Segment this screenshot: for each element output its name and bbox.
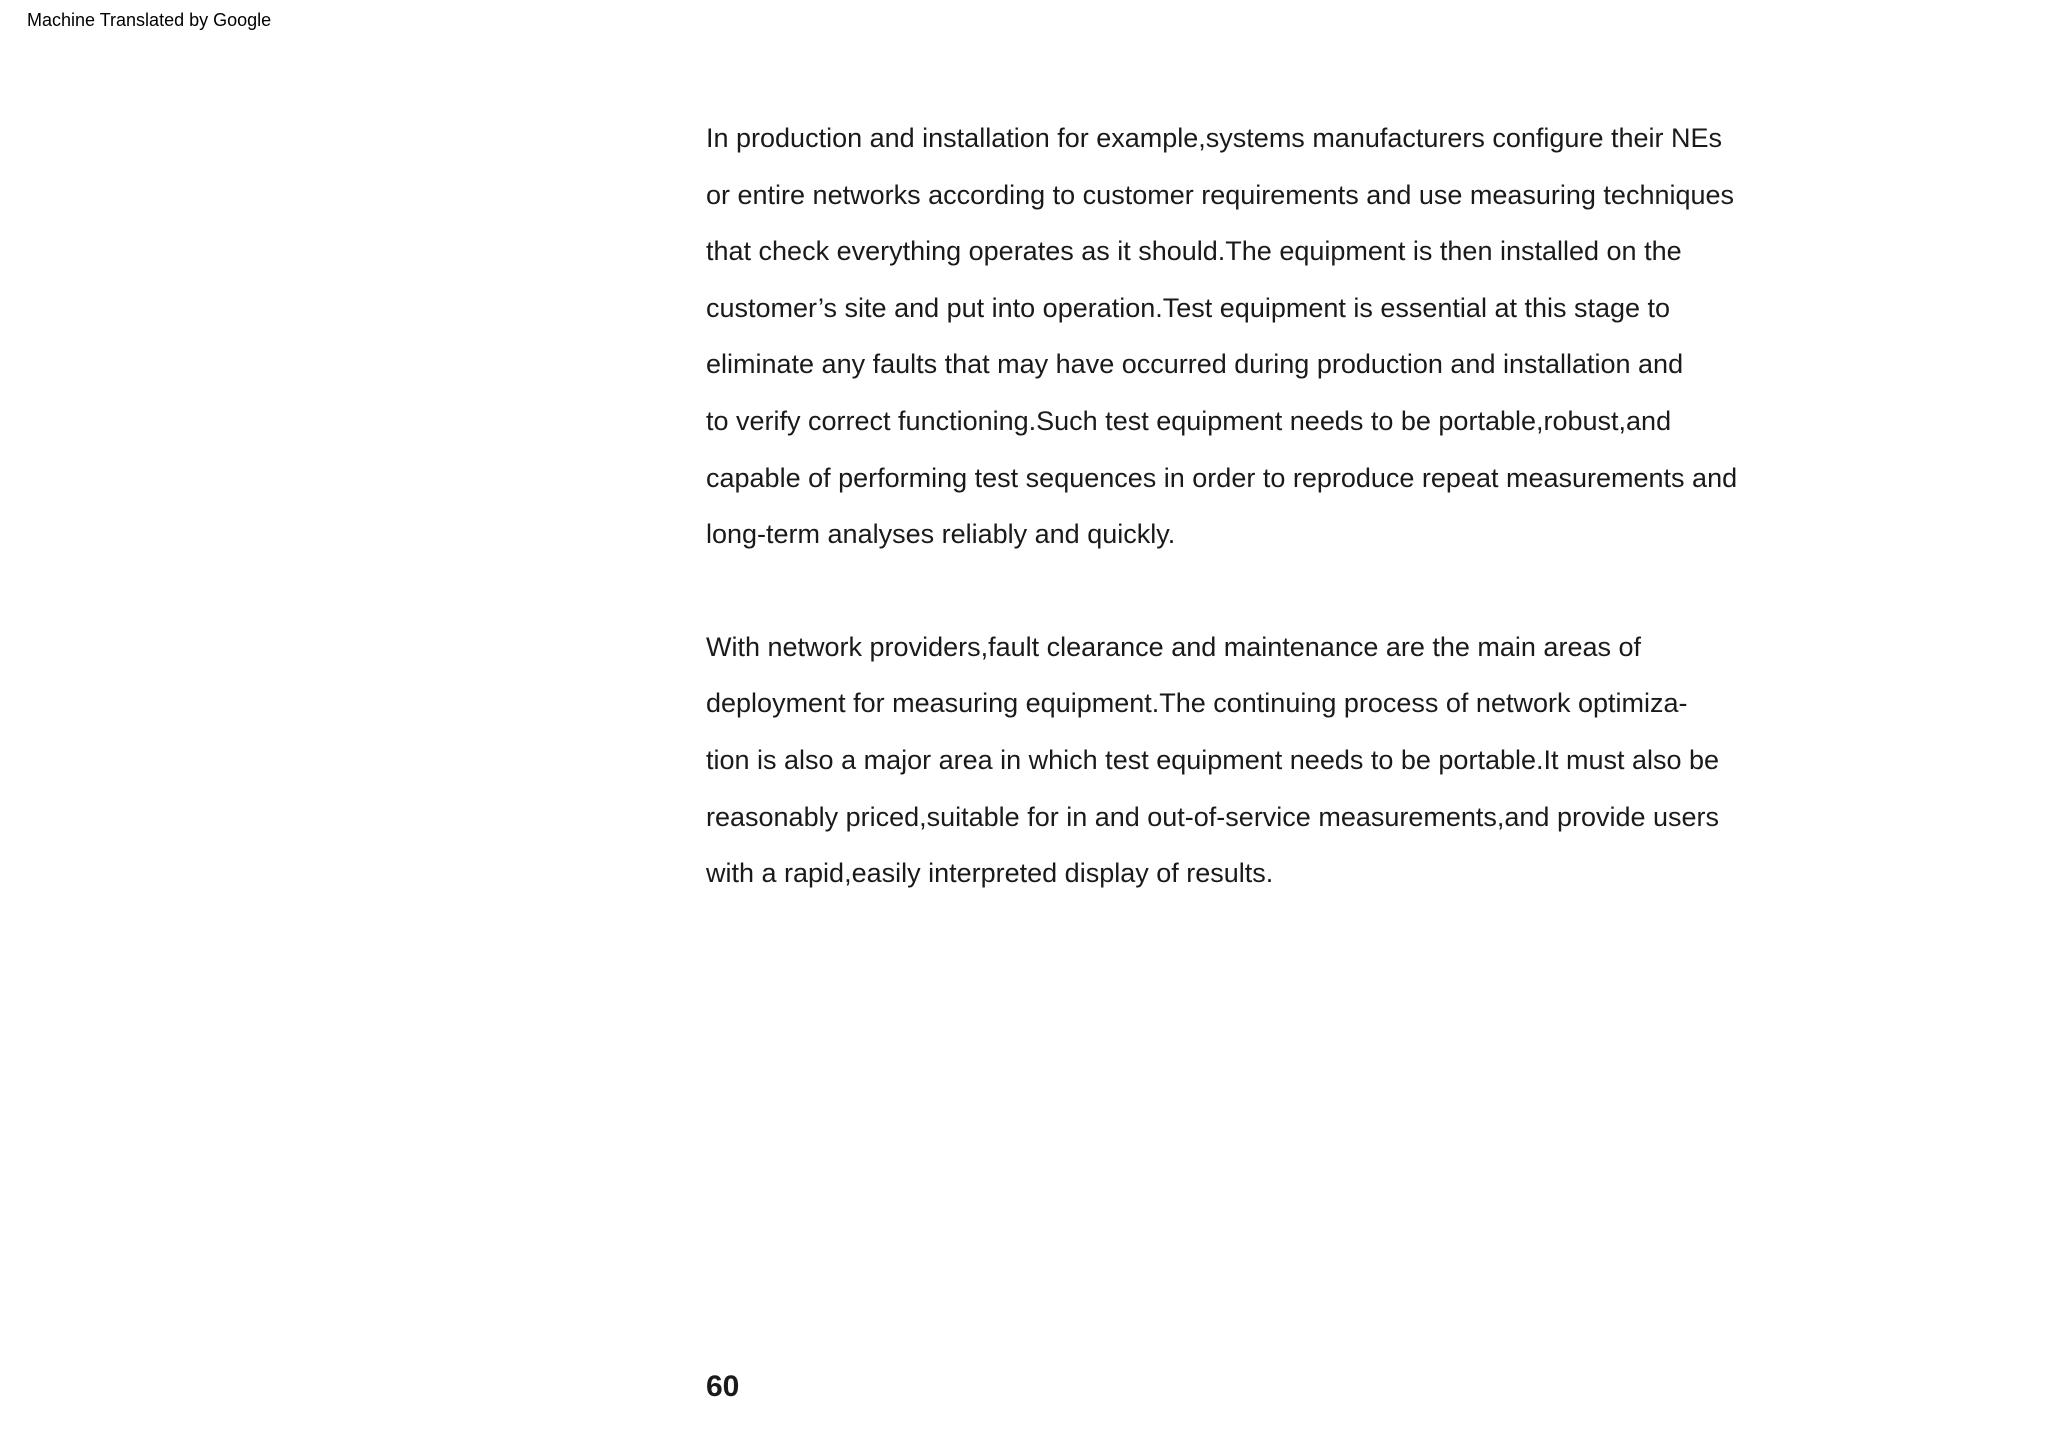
text-line: With network providers,fault clearance and maintenance are the main areas of (706, 631, 1641, 662)
text-line: or entire networks according to customer requirements and use measuring techniques (706, 179, 1735, 210)
text-line: In production and installation for example,systems manufacturers configure their NEs (706, 123, 1722, 153)
paragraph-1 (706, 110, 1796, 563)
page-number: 60 (706, 1370, 740, 1403)
text-line: to verify correct functioning.Such test equipment needs to be portable,robust,and (706, 405, 1672, 436)
text-line: eliminate any faults that may have occurred during production and installation and (706, 349, 1684, 380)
text-line: capable of performing test sequences in order to reproduce repeat measurements and (706, 462, 1738, 493)
text-line: deployment for measuring equipment.The continuing process of network optimiza- (706, 688, 1688, 719)
paragraph-spacer (706, 563, 1796, 619)
page-body (706, 110, 1796, 902)
text-line: customer’s site and put into operation.Test equipment is essential at this stage to (706, 292, 1671, 323)
paragraph-2 (706, 619, 1796, 902)
text-line: with a rapid,easily interpreted display of results. (706, 858, 1274, 889)
text-line: reasonably priced,suitable for in and out-of-service measurements,and provide users (706, 801, 1720, 832)
machine-translation-notice: Machine Translated by Google (27, 10, 272, 30)
text-line: tion is also a major area in which test equipment needs to be portable.It must also be (706, 744, 1720, 775)
text-line: long-term analyses reliably and quickly. (706, 519, 1176, 550)
text-line: that check everything operates as it should.The equipment is then installed on the (706, 236, 1682, 267)
